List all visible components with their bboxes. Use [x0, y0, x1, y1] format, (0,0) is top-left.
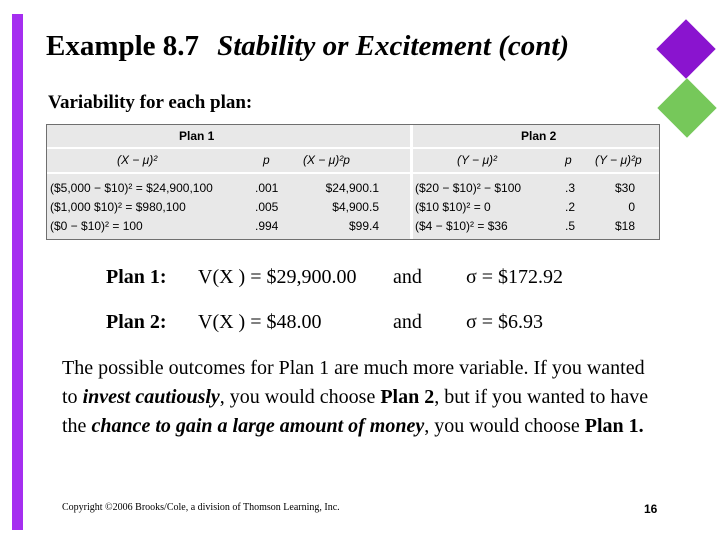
slide-title	[46, 30, 569, 63]
plan1-row-expr: ($1,000 $10)² = $980,100	[50, 200, 186, 214]
emphasis-invest-cautiously: invest cautiously	[82, 386, 220, 408]
plan1-label: Plan 1:	[106, 266, 167, 288]
plan1-row-expr: ($0 − $10)² = 100	[50, 219, 143, 233]
title-subtitle: Stability or Excitement (cont)	[217, 30, 570, 62]
emphasis-plan2: Plan 2	[380, 386, 435, 408]
plan1-header: Plan 1	[179, 129, 215, 143]
plan2-and: and	[393, 311, 422, 333]
plan2-col-p: p	[565, 153, 572, 167]
plan2-row-expr: ($20 − $10)² − $100	[415, 181, 522, 195]
side-accent-bar	[12, 14, 23, 530]
copyright-notice: Copyright ©2006 Brooks/Cole, a division of Thomson Learning, Inc.	[62, 502, 340, 513]
plan2-row-product: $18	[614, 219, 635, 233]
plan1-row-p: .001	[255, 181, 279, 195]
plan1-row-p: .005	[255, 200, 279, 214]
plan2-row-p: .3	[565, 181, 576, 195]
section-heading: Variability for each plan:	[48, 92, 253, 113]
conclusion-paragraph: The possible outcomes for Plan 1 are much more variable. If you wanted to invest cautiously, you would choose Plan 2, but if you wanted to have the chance to gain a large amount of money, you would choose Plan 1.	[62, 357, 649, 437]
plan2-header: Plan 2	[521, 129, 557, 143]
plan1-row-product: $24,900.1	[325, 181, 379, 195]
plan2-sigma: σ = $6.93	[466, 311, 544, 333]
page-number: 16	[644, 502, 658, 516]
plan2-row-p: .5	[565, 219, 576, 233]
variance-table	[46, 124, 660, 240]
plan1-col-product: (X − μ)²p	[303, 153, 350, 167]
emphasis-chance-to-gain: chance to gain a large amount of money	[91, 415, 425, 437]
plan1-row-product: $99.4	[348, 219, 379, 233]
plan1-and: and	[393, 266, 422, 288]
plan2-col-product: (Y − μ)²p	[595, 153, 642, 167]
plan2-label: Plan 2:	[106, 311, 167, 333]
emphasis-plan1: Plan 1.	[584, 415, 644, 437]
plan2-row-expr: ($4 − $10)² = $36	[415, 219, 508, 233]
plan2-row-product: 0	[628, 200, 635, 214]
table-column-divider	[410, 125, 413, 239]
purple-diamond-decoration	[656, 19, 715, 78]
plan1-variance: V(X ) = $29,900.00	[198, 266, 357, 288]
plan2-row-product: $30	[614, 181, 635, 195]
table-divider	[47, 147, 659, 149]
plan2-row-p: .2	[565, 200, 576, 214]
plan2-row-expr: ($10 $10)² = 0	[415, 200, 491, 214]
title-main: Example 8.7	[46, 30, 200, 62]
table-divider	[47, 172, 659, 174]
plan1-sigma: σ = $172.92	[466, 266, 564, 288]
plan1-col-p: p	[263, 153, 270, 167]
green-diamond-decoration	[657, 78, 716, 137]
plan1-row-expr: ($5,000 − $10)² = $24,900,100	[50, 181, 213, 195]
plan1-row-p: .994	[255, 219, 279, 233]
plan1-col-squared-dev: (X − μ)²	[117, 153, 158, 167]
plan2-col-squared-dev: (Y − μ)²	[457, 153, 498, 167]
plan2-variance: V(X ) = $48.00	[198, 311, 322, 333]
plan1-row-product: $4,900.5	[332, 200, 379, 214]
